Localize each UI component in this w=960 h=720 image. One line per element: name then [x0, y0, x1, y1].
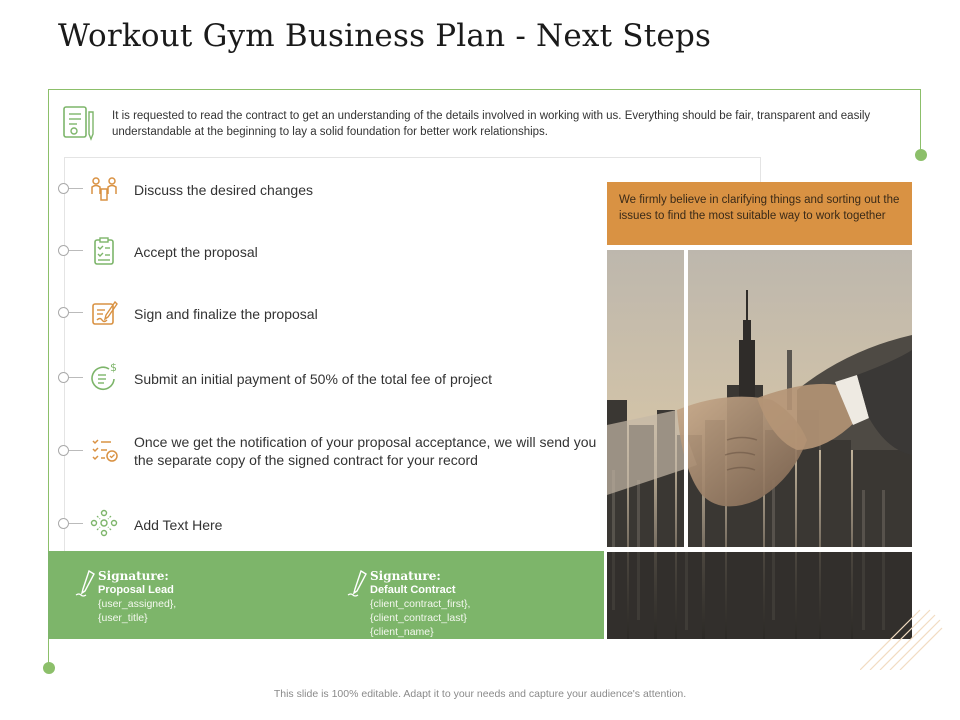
page-title: Workout Gym Business Plan - Next Steps [58, 18, 712, 54]
step-item [0, 359, 600, 399]
step-connector [69, 312, 83, 313]
signature-role: Default Contract [370, 584, 456, 596]
step-connector [69, 450, 83, 451]
frame-line [920, 89, 921, 155]
signature-heading: Signature: [370, 569, 441, 583]
team-meeting-icon [89, 174, 119, 204]
step-item [0, 294, 600, 334]
step-connector [69, 523, 83, 524]
checklist-icon [89, 435, 119, 465]
sign-document-icon [89, 298, 119, 328]
step-bullet [58, 518, 69, 529]
step-bullet [58, 372, 69, 383]
clipboard-checklist-icon [89, 236, 119, 266]
svg-text:$: $ [110, 361, 117, 374]
step-item [0, 170, 600, 210]
decorative-stripes [860, 580, 950, 670]
inner-frame-line [760, 157, 761, 182]
step-text: Accept the proposal [134, 244, 258, 260]
quote-box: We firmly believe in clarifying things and sorting out the issues to find the most suitable way to work together [607, 182, 912, 245]
frame-line [48, 89, 921, 90]
signature-heading: Signature: [98, 569, 169, 583]
pen-icon [74, 569, 98, 605]
step-bullet [58, 183, 69, 194]
inner-frame-line [64, 157, 761, 158]
signature-role: Proposal Lead [98, 584, 174, 596]
signature-placeholder: {user_assigned}, {user_title} [98, 598, 177, 624]
signature-placeholder: {client_contract_first}, [370, 598, 471, 610]
contract-document-icon [60, 104, 96, 144]
dollar-coin-icon [89, 361, 119, 391]
step-bullet [58, 307, 69, 318]
step-bullet [58, 245, 69, 256]
inner-frame-line [64, 157, 65, 552]
step-text: Once we get the notification of your proposal acceptance, we will send you the separate copy of the signed contract for your record [134, 434, 597, 468]
pen-icon [346, 569, 370, 605]
step-connector [69, 377, 83, 378]
step-text: Sign and finalize the proposal [134, 306, 318, 322]
signature-placeholder: {client_contract_last}{client_name} [370, 612, 467, 638]
frame-dot [915, 149, 927, 161]
step-connector [69, 188, 83, 189]
step-bullet [58, 445, 69, 456]
step-connector [69, 250, 83, 251]
step-text: Add Text Here [134, 517, 223, 533]
step-text: Discuss the desired changes [134, 182, 313, 198]
footer-note: This slide is 100% editable. Adapt it to your needs and capture your audience's attention. [273, 688, 687, 700]
frame-dot [43, 662, 55, 674]
step-item [0, 232, 600, 272]
step-item [0, 432, 600, 472]
intro-paragraph: It is requested to read the contract to get an understanding of the details involved in working with us. Everything should be fair, transparent and easily understandable at the beginning to lay a solid foundation for better work relationships. [112, 110, 871, 138]
step-text: Submit an initial payment of 50% of the total fee of project [134, 371, 492, 387]
network-icon [89, 508, 119, 538]
step-item [0, 505, 600, 545]
